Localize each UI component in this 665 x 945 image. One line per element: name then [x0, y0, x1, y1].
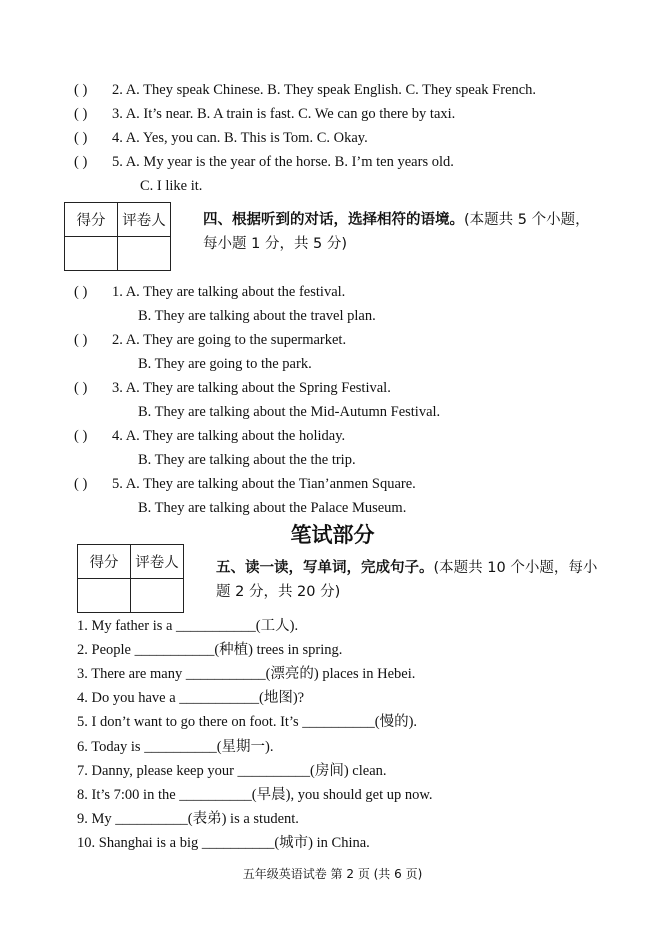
- option-b: B. They are talking about the Mid-Autumn Festival.: [138, 404, 441, 420]
- option-b: B. They are going to the park.: [138, 356, 312, 372]
- fill-blank-question: 3. There are many ___________(漂亮的) places in Hebei.: [77, 666, 416, 682]
- section-4-note: (本题共 5 个小题，每小题 1 分，共 5 分): [203, 212, 590, 252]
- question-option: [140, 177, 202, 195]
- fill-blank-question: 9. My __________(表弟) is a student.: [77, 811, 299, 827]
- option-c: C. I like it.: [140, 178, 203, 194]
- fill-blank-question: 8. It’s 7:00 in the __________(早晨), you should get up now.: [77, 787, 433, 803]
- option-a: 3. A. They are talking about the Spring Festival.: [112, 380, 391, 396]
- option-b: B. They are talking about the travel plan.: [138, 308, 376, 324]
- grader-cell[interactable]: [131, 579, 184, 613]
- answer-blank: ( ): [74, 380, 88, 396]
- score-label: 得分: [78, 545, 131, 579]
- answer-blank: ( ): [74, 130, 88, 146]
- question-text: 4. A. Yes, you can. B. This is Tom. C. Okay.: [112, 130, 368, 146]
- fill-blank-question: 5. I don’t want to go there on foot. It’s __________(慢的).: [77, 714, 418, 730]
- option-a: 1. A. They are talking about the festival.: [112, 284, 346, 300]
- answer-blank: ( ): [74, 154, 88, 170]
- option-a: 2. A. They are going to the supermarket.: [112, 332, 347, 348]
- fill-blank-question: 10. Shanghai is a big __________(城市) in China.: [77, 835, 370, 851]
- fill-blank-question: 7. Danny, please keep your __________(房间) clean.: [77, 763, 387, 779]
- fill-blank-question: 2. People ___________(种植) trees in spring.: [77, 642, 343, 658]
- section-5-title: [216, 556, 601, 604]
- page-footer: 五年级英语试卷 第 2 页 (共 6 页): [242, 867, 423, 881]
- grader-label: 评卷人: [131, 545, 184, 579]
- answer-blank: ( ): [74, 284, 88, 300]
- score-box: [64, 202, 171, 271]
- section-4-title: [203, 208, 603, 256]
- score-cell[interactable]: [78, 579, 131, 613]
- fill-blank-question: 4. Do you have a ___________(地图)?: [77, 690, 305, 706]
- option-b: B. They are talking about the Palace Museum.: [138, 500, 407, 516]
- section-5-heading: 五、读一读，写单词，完成句子。: [216, 560, 434, 576]
- score-box: [77, 544, 184, 613]
- section-4-heading: 四、根据听到的对话，选择相符的语境。: [203, 212, 464, 228]
- answer-blank: ( ): [74, 82, 88, 98]
- question-text: 2. A. They speak Chinese. B. They speak English. C. They speak French.: [112, 82, 537, 98]
- fill-blank-question: 6. Today is __________(星期一).: [77, 739, 274, 755]
- answer-blank: ( ): [74, 476, 88, 492]
- option-a: 4. A. They are talking about the holiday.: [112, 428, 346, 444]
- answer-blank: ( ): [74, 106, 88, 122]
- score-label: 得分: [65, 203, 118, 237]
- option-b: B. They are talking about the the trip.: [138, 452, 356, 468]
- answer-blank: ( ): [74, 332, 88, 348]
- option-a: 5. A. They are talking about the Tian’anmen Square.: [112, 476, 416, 492]
- question-text: 3. A. It’s near. B. A train is fast. C. We can go there by taxi.: [112, 106, 456, 122]
- answer-blank: ( ): [74, 428, 88, 444]
- section-5-note: (本题共 10 个小题，每小题 2 分，共 20 分): [216, 560, 598, 600]
- question-text: 5. A. My year is the year of the horse. B. I’m ten years old.: [112, 154, 454, 170]
- grader-cell[interactable]: [118, 237, 171, 271]
- fill-blank-question: 1. My father is a ___________(工人).: [77, 618, 299, 634]
- score-cell[interactable]: [65, 237, 118, 271]
- grader-label: 评卷人: [118, 203, 171, 237]
- written-part-title: 笔试部分: [290, 523, 375, 547]
